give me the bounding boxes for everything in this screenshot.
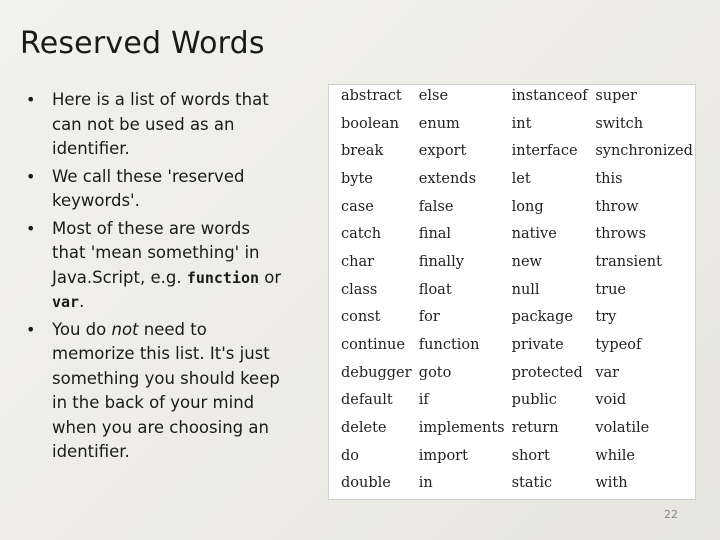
keyword-cell: implements (418, 420, 505, 437)
bullet-dot: • (26, 218, 36, 238)
keyword-cell: throw (595, 198, 639, 215)
keyword-cell: debugger (341, 364, 412, 381)
keyword-cell: new (511, 253, 542, 270)
keyword-cell: typeof (595, 337, 642, 354)
keyword-row (341, 193, 695, 221)
keyword-cell: throws (595, 226, 647, 243)
keyword-cell: static (511, 475, 553, 492)
keyword-cell: const (341, 309, 381, 326)
keyword-row (341, 110, 695, 138)
keyword-cell: abstract (341, 87, 402, 104)
keyword-cell: finally (418, 253, 464, 270)
code-var: var (52, 293, 80, 311)
keyword-cell: this (595, 170, 623, 187)
code-function: function (186, 268, 260, 287)
keyword-cell: export (418, 143, 467, 160)
keyword-cell: transient (595, 253, 662, 270)
bullet-emphasis: not (111, 319, 139, 339)
keyword-cell: with (595, 475, 628, 492)
reserved-keywords-table (341, 82, 695, 497)
keyword-cell: void (595, 392, 627, 409)
keyword-cell: public (511, 392, 557, 409)
keyword-cell: return (511, 420, 559, 437)
keyword-cell: else (418, 87, 449, 104)
keyword-cell: float (418, 281, 452, 298)
keyword-cell: in (418, 475, 433, 492)
bullet-dot: • (26, 90, 36, 109)
keyword-cell: volatile (595, 420, 650, 437)
keyword-cell: long (511, 198, 544, 215)
keyword-row (341, 359, 695, 387)
keyword-cell: var (595, 364, 620, 381)
keyword-row (341, 248, 695, 276)
keyword-cell: import (418, 447, 468, 464)
keyword-cell: enum (418, 115, 460, 132)
keyword-cell: protected (511, 364, 583, 381)
keyword-cell: byte (341, 170, 373, 187)
keyword-cell: case (341, 198, 374, 215)
keyword-cell: short (511, 447, 550, 464)
keyword-cell: null (511, 281, 540, 298)
keyword-row (341, 220, 695, 248)
keyword-cell: default (341, 392, 393, 409)
keyword-row (341, 137, 695, 165)
bullet-item (24, 165, 286, 214)
keyword-cell: continue (341, 337, 405, 354)
keyword-cell: package (511, 309, 573, 326)
bullet-text-mid: or (259, 267, 282, 287)
keyword-cell: boolean (341, 115, 399, 132)
keyword-cell: break (341, 143, 384, 160)
bullet-text-before: You do (52, 319, 112, 339)
bullet-item (24, 318, 286, 465)
keyword-row (341, 470, 695, 498)
keyword-cell: class (341, 281, 378, 298)
bullet-item (24, 217, 286, 315)
keyword-cell: super (595, 87, 637, 104)
keyword-cell: private (511, 337, 564, 354)
keyword-cell: function (418, 337, 480, 354)
keyword-row (341, 442, 695, 470)
keyword-row (341, 82, 695, 110)
keyword-cell: native (511, 226, 557, 243)
keyword-cell: goto (418, 364, 452, 381)
keyword-row (341, 387, 695, 415)
keyword-cell: char (341, 253, 375, 270)
keyword-cell: synchronized (595, 143, 693, 160)
keyword-cell: int (511, 115, 532, 132)
keyword-row (341, 304, 695, 332)
bullet-text: Here is a list of words that can not be used as an identifier. (52, 90, 269, 158)
keyword-row (341, 414, 695, 442)
keyword-cell: instanceof (511, 87, 588, 104)
bullet-item (24, 88, 286, 162)
slide-title: Reserved Words (20, 26, 265, 61)
keyword-cell: extends (418, 170, 477, 187)
keyword-cell: do (341, 447, 360, 464)
keyword-cell: double (341, 475, 391, 492)
keyword-cell: true (595, 281, 627, 298)
bullet-text-after: . (79, 292, 85, 311)
bullet-text-before: Most of these are words that 'mean something' in Java.Script, e.g. (52, 218, 260, 287)
bullet-list (24, 88, 286, 468)
keyword-cell: interface (511, 143, 578, 160)
page-number: 22 (664, 508, 678, 521)
keyword-cell: if (418, 392, 429, 409)
keyword-cell: delete (341, 420, 387, 437)
keyword-cell: final (418, 226, 452, 243)
keyword-cell: let (511, 170, 531, 187)
keyword-row (341, 165, 695, 193)
keyword-cell: for (418, 309, 440, 326)
keyword-cell: false (418, 198, 454, 215)
bullet-dot: • (26, 166, 36, 186)
keyword-row (341, 331, 695, 359)
bullet-dot: • (26, 319, 36, 339)
keyword-cell: try (595, 309, 617, 326)
keyword-cell: switch (595, 115, 644, 132)
keyword-row (341, 276, 695, 304)
bullet-text: We call these 'reserved keywords'. (52, 166, 245, 210)
keyword-cell: catch (341, 226, 382, 243)
keyword-cell: while (595, 447, 635, 464)
reserved-keywords-image (328, 84, 696, 500)
bullet-text-after: need to memorize this list. It's just something you should keep in the back of your mind when you are choosing an identifier. (52, 319, 280, 461)
